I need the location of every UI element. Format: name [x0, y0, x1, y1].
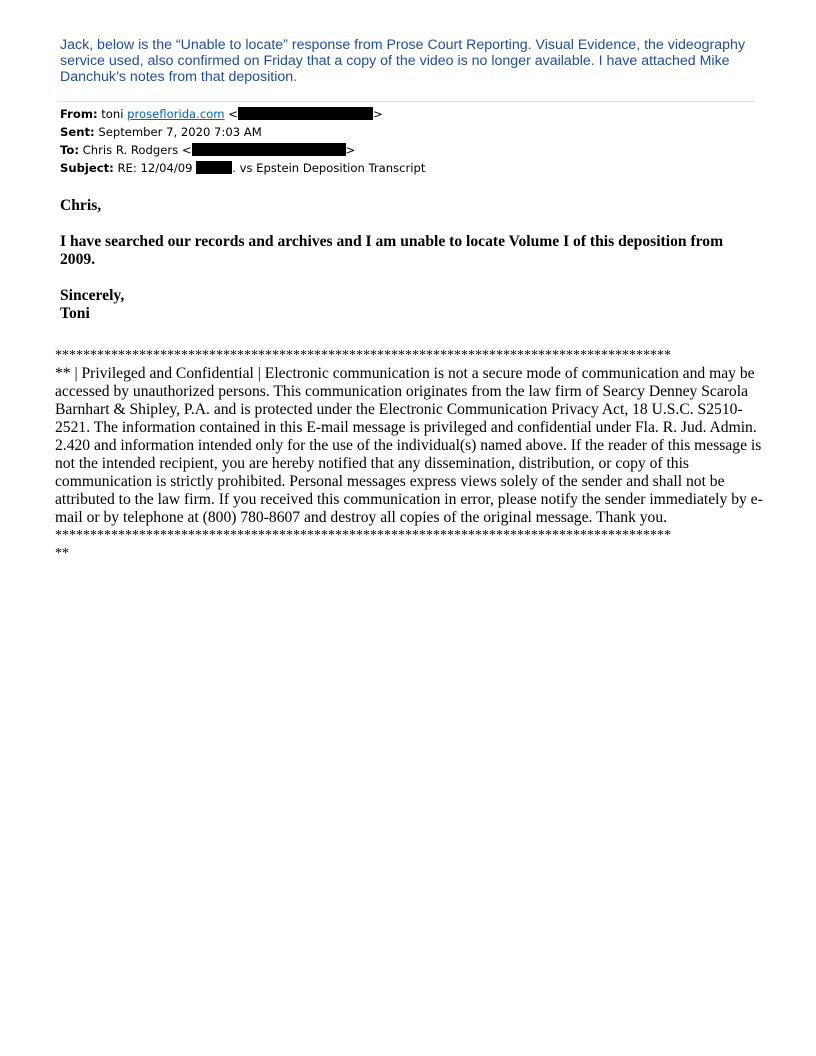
sent-row [60, 123, 760, 141]
to-row [60, 141, 760, 159]
star-separator-top: **************************************************************************************** [55, 348, 671, 363]
message-text: I have searched our records and archives and I am unable to locate Volume I of this deposition from 2009. [60, 233, 724, 268]
star-separator-bottom: **************************************************************************************** [55, 528, 671, 543]
to-email-open: < [181, 143, 192, 157]
greeting: Chris, [60, 197, 102, 214]
from-row [60, 105, 760, 123]
forward-note: Jack, below is the “Unable to locate” response from Prose Court Reporting. Visual Evidence, the videography service used, also confirmed on Friday that a copy of the video is no longer available. I have attached Mike Danchuk’s notes from that deposition. [60, 37, 746, 85]
subject-row [60, 159, 760, 177]
confidentiality-disclaimer [55, 347, 775, 563]
sent-value: September 7, 2020 7:03 AM [98, 125, 262, 139]
email-header [60, 105, 760, 177]
subject-redaction [196, 161, 232, 174]
to-name: Chris R. Rodgers [82, 143, 179, 157]
disclaimer-text: ** | Privileged and Confidential | Electronic communication is not a secure mode of communication and may be accessed by unauthorized persons. This communication originates from the law firm of Searcy Denney Scarola Barnhart & Shipley, P.A. and is protected under the Electronic Communication Privacy Act, 18 U.S.C. S2510-2521. The information contained in this E-mail message is privileged and confidential under Fla. R. Jud. Admin. 2.420 and information intended only for the use of the individual(s) named above. If the reader of this message is not the intended recipient, you are hereby notified that any dissemination, distribution, or copy of this communication is strictly prohibited. Personal messages express views solely of the sender and shall not be attributed to the law firm. If you received this communication in error, please notify the sender immediately by e-mail or by telephone at (800) 780-8607 and destroy all copies of the original message. Thank you. [55, 365, 763, 526]
signature: Toni [60, 305, 90, 322]
to-email-redaction [192, 143, 346, 156]
from-name: toni [101, 107, 124, 121]
subject-suffix: . vs Epstein Deposition Transcript [232, 161, 426, 175]
subject-label: Subject: [60, 161, 114, 175]
email-body [60, 197, 760, 341]
from-email-close: > [373, 107, 383, 121]
star-tail: ** [55, 546, 69, 561]
header-divider [58, 101, 755, 102]
sent-label: Sent: [60, 125, 95, 139]
from-label: From: [60, 107, 98, 121]
to-label: To: [60, 143, 79, 157]
closing: Sincerely, [60, 287, 125, 304]
from-domain-link[interactable]: proseflorida.com [127, 107, 225, 121]
to-email-close: > [345, 143, 356, 157]
from-email-redaction [238, 107, 373, 120]
subject-prefix: RE: 12/04/09 [117, 161, 193, 175]
from-email-open: < [228, 107, 239, 121]
